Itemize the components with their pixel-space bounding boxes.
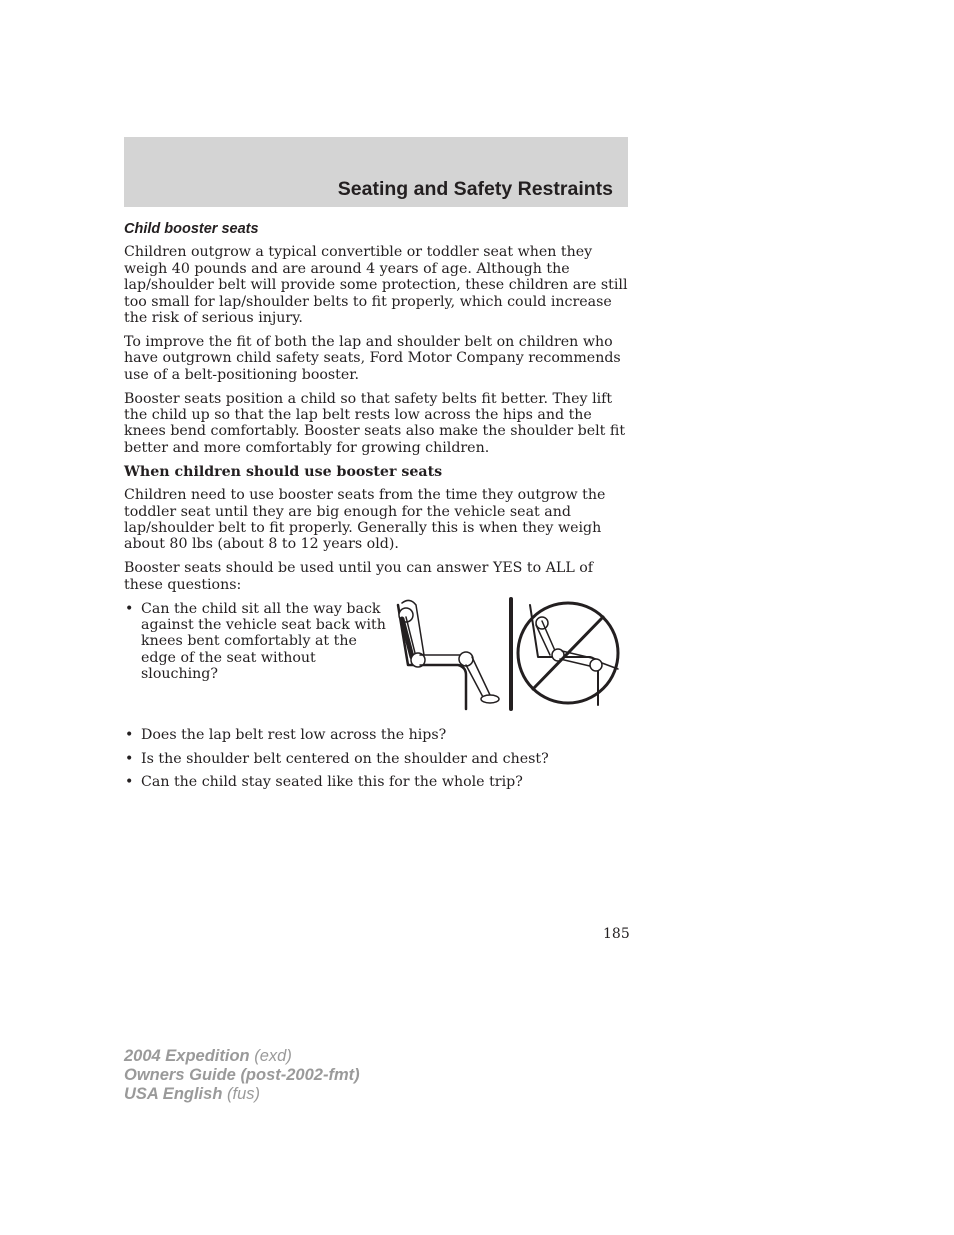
- footer-line-model: [124, 1047, 360, 1066]
- seating-posture-illustration: [390, 595, 626, 711]
- footer-line-guide: [124, 1066, 360, 1085]
- document-footer: [124, 1047, 360, 1103]
- footer-language-code: (fus): [227, 1084, 260, 1103]
- bullet-text: Does the lap belt rest low across the hips?: [141, 726, 447, 743]
- correct-posture-figure: [398, 600, 499, 709]
- paragraph-when-to-use: Children need to use booster seats from the time they outgrow the toddler seat until they are big enough for the vehicle seat and lap/shoulder belt to fit properly. Generally this is when they weigh about 80 lbs (about 8 to 12 years old).: [124, 487, 606, 553]
- heading-when-to-use: When children should use booster seats: [124, 463, 443, 480]
- bullet-text: Can the child stay seated like this for the whole trip?: [141, 774, 523, 791]
- bullet-list-rest: [124, 727, 628, 791]
- page-number: 185: [603, 926, 630, 942]
- section-title: Seating and Safety Restraints: [337, 178, 613, 200]
- subheading: Child booster seats: [124, 221, 259, 237]
- paragraph-intro: Children outgrow a typical convertible or toddler seat when they weigh 40 pounds and are around 4 years of age. Although the lap/shoulder belt will provide some protection, these children are still too small for lap/shoulder belts to fit properly, which could increase the risk of serious injury.: [124, 244, 628, 327]
- page-content: [124, 218, 628, 798]
- paragraph-questions-intro: Booster seats should be used until you can answer YES to ALL of these questions:: [124, 560, 594, 593]
- bullet-dot: •: [125, 774, 134, 791]
- list-item: [124, 774, 628, 790]
- bullet-dot: •: [125, 750, 134, 767]
- list-item: [124, 601, 391, 683]
- list-item: [124, 751, 628, 767]
- footer-model-code: (exd): [254, 1047, 292, 1065]
- paragraph-booster-benefits: Booster seats position a child so that safety belts fit better. They lift the child up so that the lap belt rests low across the hips and the knees bend comfortably. Booster seats also make the shoulder belt fit better and more comfortably for growing children.: [124, 390, 626, 456]
- bullet-dot: •: [125, 600, 134, 617]
- first-question-block: [124, 601, 628, 727]
- footer-model: 2004 Expedition: [124, 1047, 250, 1065]
- footer-line-language: [124, 1085, 360, 1104]
- footer-language: USA English: [124, 1084, 223, 1103]
- bullet-dot: •: [125, 726, 134, 743]
- bullet-text: Can the child sit all the way back against the vehicle seat back with knees bent comfortably at the edge of the seat without slouching?: [141, 600, 386, 683]
- footer-guide: Owners Guide (post-2002-fmt): [124, 1065, 360, 1084]
- section-header-band: [124, 137, 628, 207]
- list-item: [124, 727, 628, 743]
- bullet-text: Is the shoulder belt centered on the shoulder and chest?: [141, 750, 549, 767]
- paragraph-recommendation: To improve the fit of both the lap and shoulder belt on children who have outgrown child safety seats, Ford Motor Company recommends use of a belt-positioning booster.: [124, 333, 621, 383]
- prohibited-icon: [518, 603, 618, 703]
